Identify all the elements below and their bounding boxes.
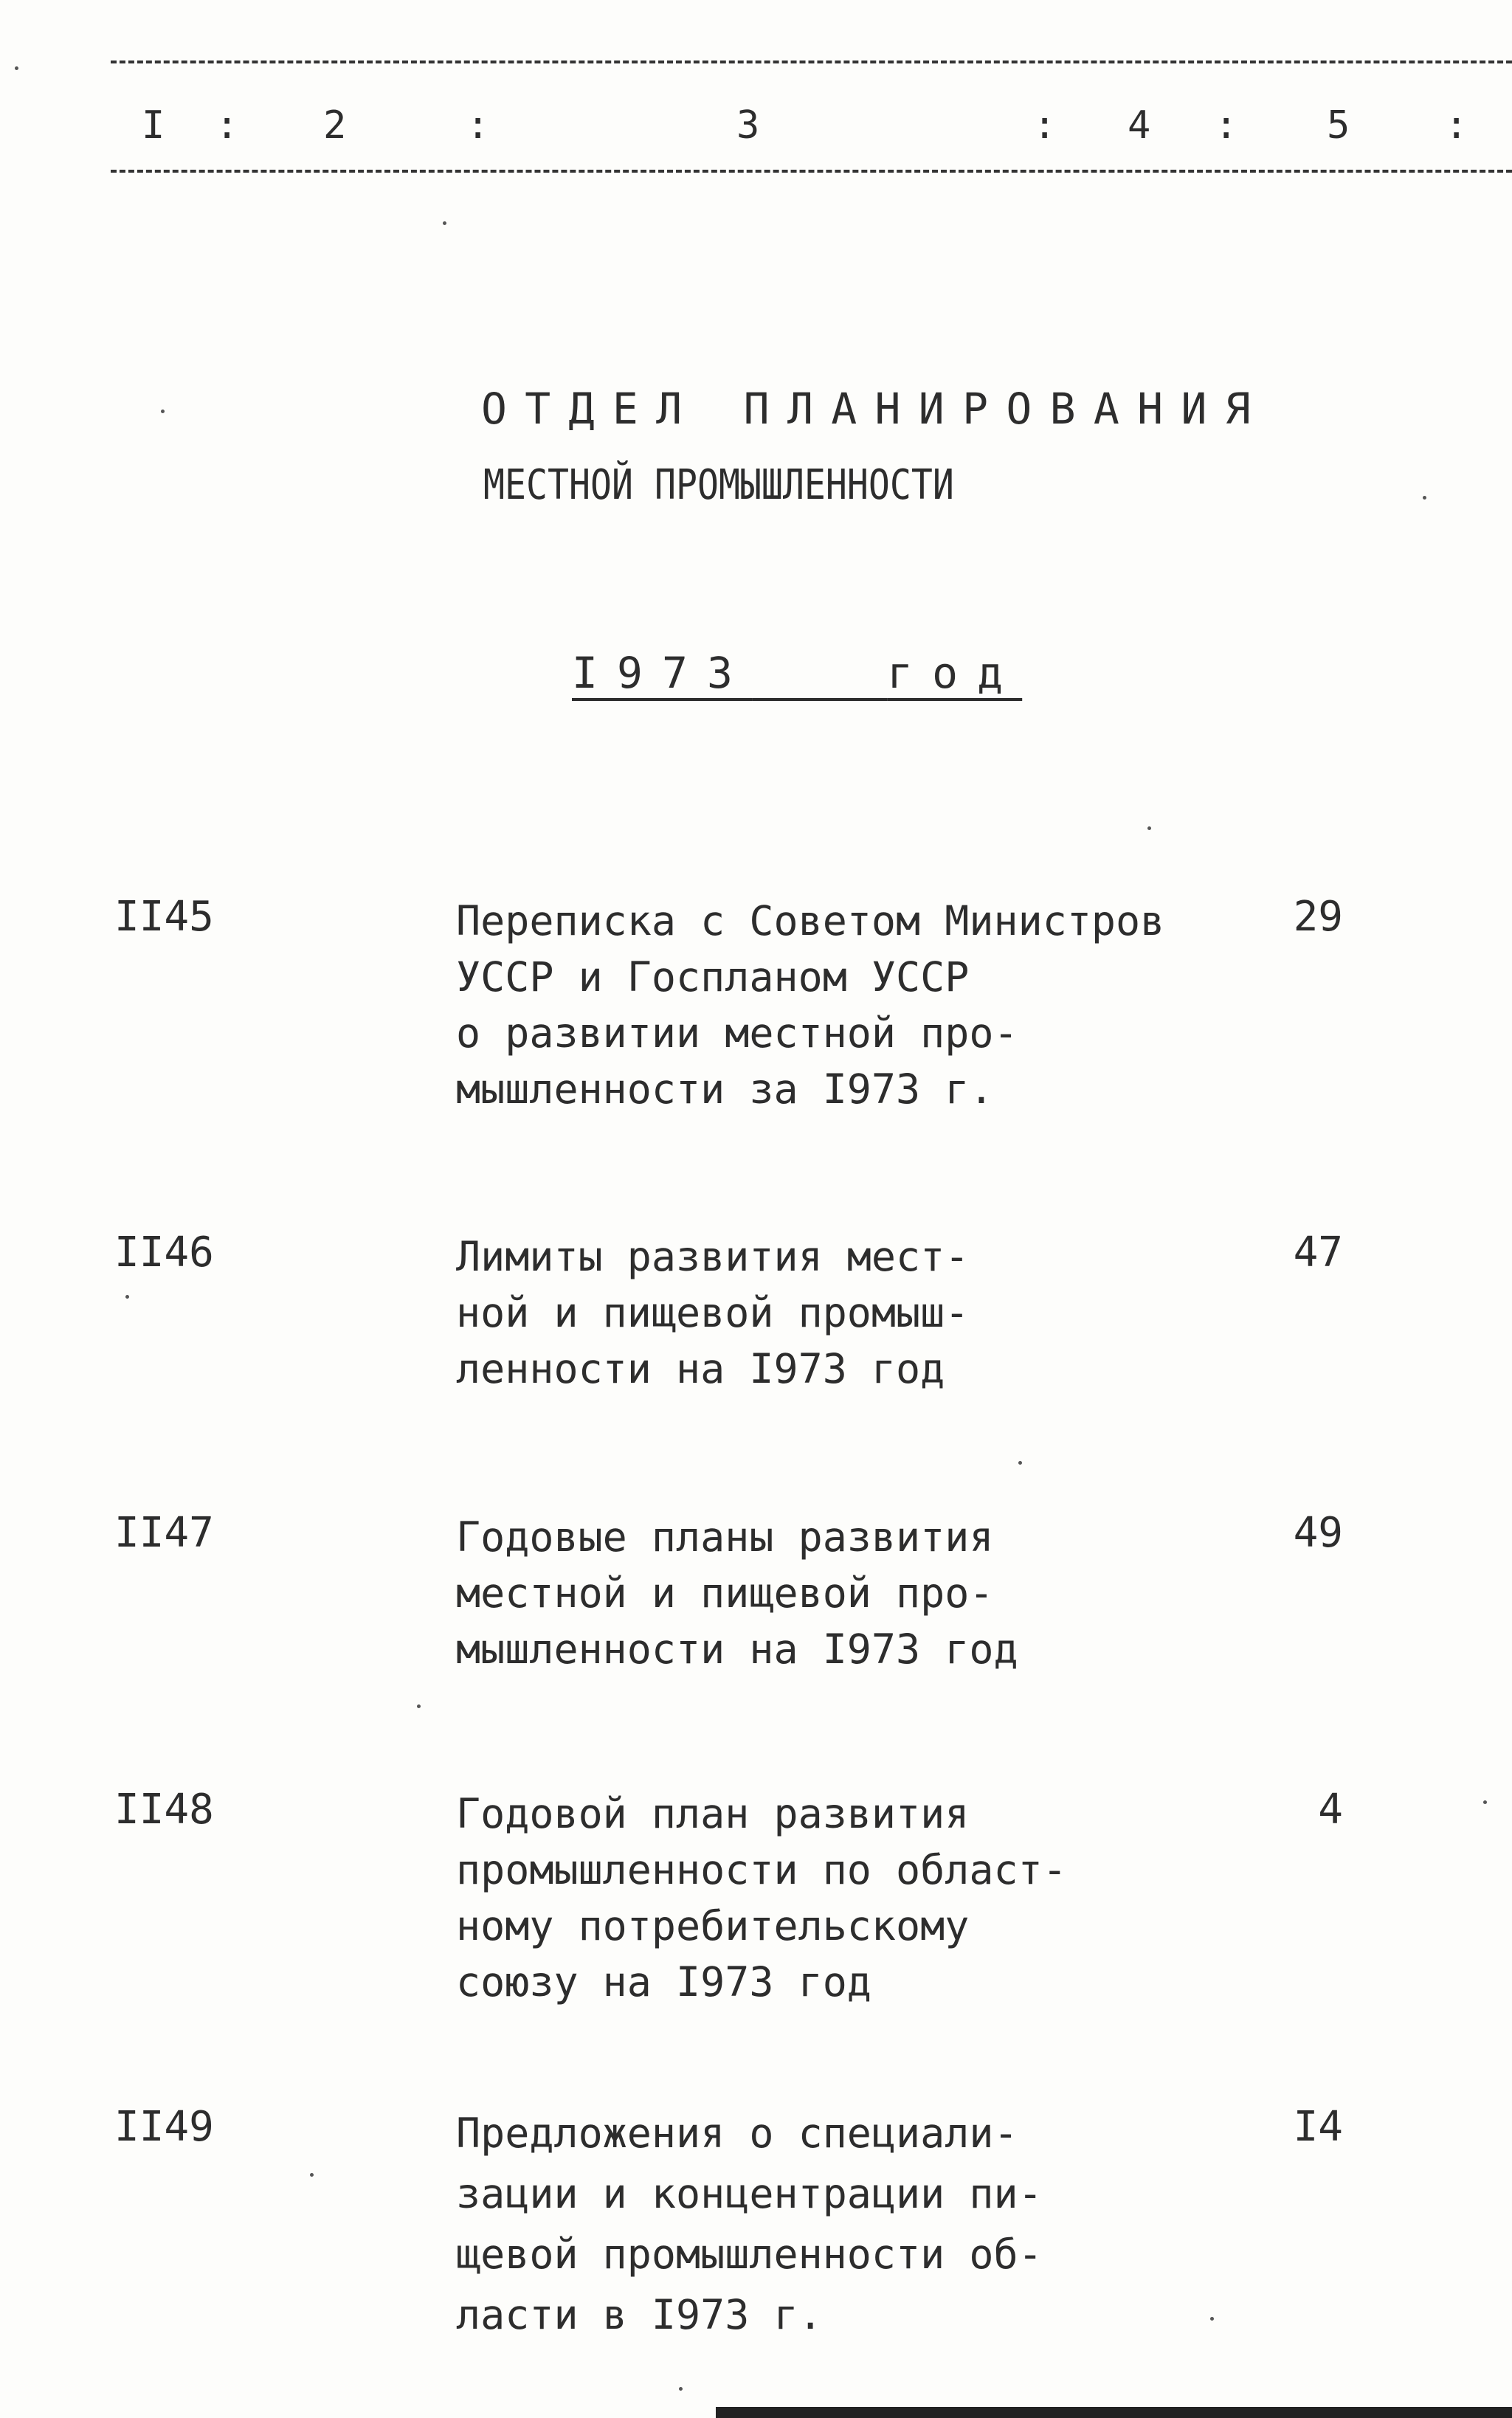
record-sheet-count: 4: [1318, 1786, 1343, 1834]
record-title-line: мышленности за I973 г.: [456, 1065, 994, 1113]
scan-speck: [310, 2173, 314, 2177]
record-title-line: промышленности по област-: [456, 1846, 1067, 1893]
scan-edge-bar: [716, 2407, 1512, 2418]
scan-speck: [1018, 1461, 1022, 1465]
column-number-header: [0, 103, 1512, 162]
section-subtitle: МЕСТНОЙ ПРОМЫШЛЕННОСТИ: [483, 461, 954, 509]
record-sheet-count: I4: [1293, 2103, 1343, 2151]
record-title: [456, 1786, 1120, 2010]
scan-speck: [443, 221, 446, 225]
record-title-line: о развитии местной про-: [456, 1009, 1018, 1057]
column-separator: :: [215, 103, 239, 148]
record-title-line: зации и концентрации пи-: [456, 2170, 1043, 2217]
header-bottom-rule: [111, 170, 1512, 173]
column-3-number: 3: [736, 103, 760, 148]
scan-speck: [161, 410, 165, 413]
scan-speck: [1210, 2317, 1214, 2321]
scan-speck: [1423, 496, 1426, 500]
record-title-line: союзу на I973 год: [456, 1958, 871, 2006]
column-separator: :: [466, 103, 490, 148]
record-number: II45: [114, 893, 214, 941]
column-separator: :: [1033, 103, 1057, 148]
column-5-number: 5: [1327, 103, 1350, 148]
record-title-line: ленности на I973 год: [456, 1345, 945, 1392]
record-title-line: ласти в I973 г.: [456, 2291, 823, 2338]
column-separator: :: [1215, 103, 1238, 148]
record-title: [456, 893, 1165, 1117]
record-sheet-count: 47: [1293, 1229, 1343, 1277]
column-separator: :: [1445, 103, 1468, 148]
record-title-line: Переписка с Советом Министров: [456, 897, 1165, 944]
record-title-line: мышленности на I973 год: [456, 1626, 1018, 1673]
record-title: [456, 1229, 1120, 1397]
record-title-line: ной и пищевой промыш-: [456, 1289, 970, 1336]
year-filler-dashes: [752, 648, 887, 698]
record-title: [456, 2103, 1120, 2345]
scan-speck: [1483, 1800, 1487, 1804]
record-title-line: местной и пищевой про-: [456, 1569, 994, 1617]
record-title: [456, 1509, 1120, 1677]
column-4-number: 4: [1128, 103, 1151, 148]
record-number: II47: [114, 1509, 214, 1557]
record-title-line: УССР и Госпланом УССР: [456, 953, 970, 1001]
record-title-line: ному потребительскому: [456, 1902, 970, 1949]
record-number: II46: [114, 1229, 214, 1277]
header-top-rule: [111, 61, 1512, 63]
record-title-line: Годовые планы развития: [456, 1513, 994, 1561]
record-title-line: Лимиты развития мест-: [456, 1233, 970, 1280]
section-title: ОТДЕЛ ПЛАНИРОВАНИЯ: [481, 384, 1269, 434]
year-digits: I973: [572, 648, 753, 698]
record-title-line: Предложения о специали-: [456, 2110, 1018, 2157]
record-title-line: Годовой план развития: [456, 1790, 970, 1837]
scan-speck: [417, 1704, 421, 1708]
record-number: II49: [114, 2103, 214, 2151]
column-2-number: 2: [323, 103, 347, 148]
year-heading: [572, 648, 1022, 698]
scan-speck: [1147, 826, 1151, 830]
scan-speck: [15, 66, 18, 70]
record-sheet-count: 49: [1293, 1509, 1343, 1557]
year-word: год: [887, 648, 1023, 698]
scan-speck: [679, 2387, 683, 2391]
record-sheet-count: 29: [1293, 893, 1343, 941]
column-1-number: I: [142, 103, 165, 148]
record-number: II48: [114, 1786, 214, 1834]
record-title-line: щевой промышленности об-: [456, 2231, 1043, 2278]
scan-speck: [125, 1295, 129, 1299]
